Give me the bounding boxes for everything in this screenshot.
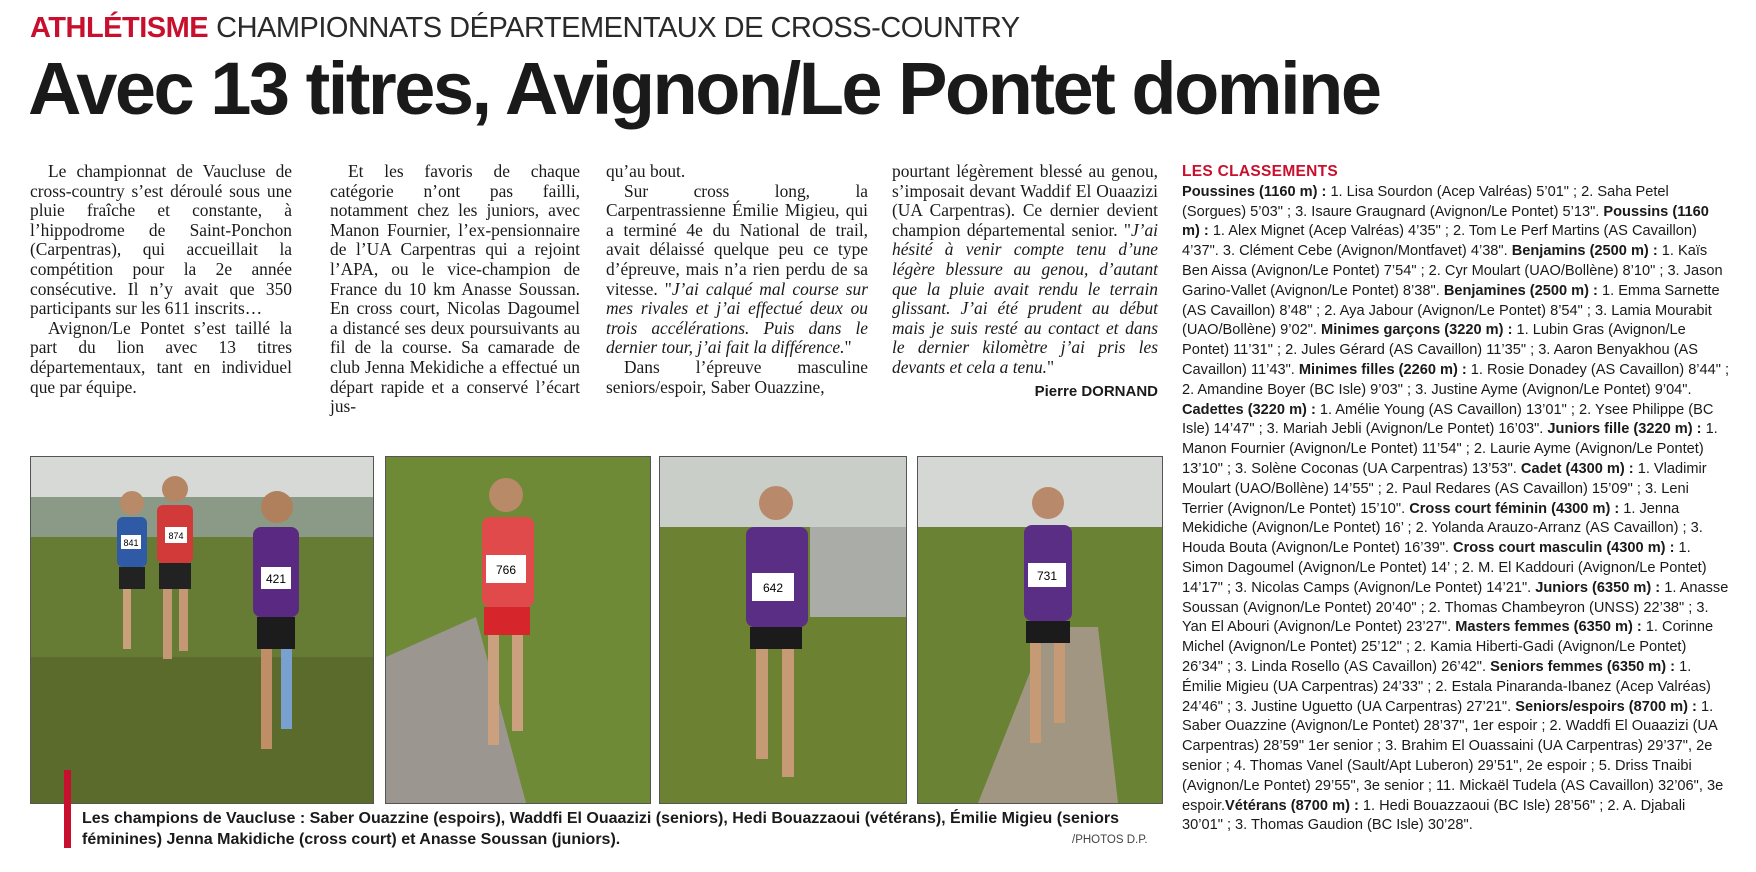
- result-text: 1. Kaïs Ben Aissa (Avignon/Le Pontet) 7’54" ; 2. Cyr Moulart (UAO/Bollène) 8’10" ; 3. Jason Garino-Vallet (Avignon/Le Pontet) 8’38".: [1182, 243, 1723, 299]
- article-column-3: [606, 162, 868, 397]
- result-category: Benjamines (2500 m) :: [1443, 282, 1598, 299]
- result-text: 1. Hedi Bouazzaoui (BC Isle) 28’56" ; 2. A. Djabali 30’01" ; 3. Thomas Gaudion (BC Isle) 30’28".: [1182, 797, 1686, 834]
- caption-accent-bar: [64, 770, 71, 848]
- result-text: 1. Émilie Migieu (UA Carpentras) 24’33" ; 2. Estala Pinaranda-Ibanez (Acep Valréas) 24’46" ; 3. Justine Uguetto (UA Carpentras) 27’21".: [1182, 658, 1711, 715]
- headline: Avec 13 titres, Avignon/Le Pontet domine: [28, 47, 1380, 130]
- photo-credit: /PHOTOS D.P.: [1072, 834, 1148, 846]
- bib-number: 731: [1036, 569, 1058, 583]
- result-text: 1. Corinne Michel (Avignon/Le Pontet) 25’12" ; 2. Kamia Hiberti-Gadi (Avignon/Le Pontet) 26’34" ; 3. Linda Rosello (AS Cavaillon) 26’42".: [1182, 619, 1714, 675]
- result-category: Juniors (6350 m) :: [1535, 579, 1661, 596]
- athlete-quote: J’ai hésité à venir compte tenu d’une légère blessure au genou, d’autant que la pluie avait rendu le terrain glissant. J’ai été prudent au début mais je suis resté au contact et dans le dernier kilomètre j’ai pris les devants et cela a tenu.: [892, 219, 1158, 377]
- results-sidebar: [1182, 162, 1730, 836]
- result-category: Cross court masculin (4300 m) :: [1453, 540, 1675, 557]
- kicker: [30, 12, 1020, 45]
- bib-number: 421: [265, 572, 287, 586]
- result-category: Juniors fille (3220 m) :: [1547, 421, 1702, 438]
- byline: Pierre DORNAND: [1034, 382, 1158, 400]
- result-category: Cadet (4300 m) :: [1520, 460, 1634, 477]
- kicker-subject: CHAMPIONNATS DÉPARTEMENTAUX DE CROSS-COUNTRY: [216, 12, 1020, 44]
- result-category: Minimes filles (2260 m) :: [1298, 361, 1467, 378]
- photo-anasse-soussan: [917, 456, 1163, 804]
- article-text: Sur cross long, la Carpentrassienne Émilie Migieu, qui a terminé 4e du National de trail, avait délaissé quelque peu ce type d’épreuve, mais n’a rien perdu de sa vitesse. ": [606, 180, 868, 299]
- article-column-4: [892, 162, 1158, 401]
- article-column-2: [330, 162, 580, 417]
- result-category: Seniors/espoirs (8700 m) :: [1515, 698, 1697, 715]
- photo-illustration: [660, 457, 906, 803]
- result-text: 1. Manon Fournier (Avignon/Le Pontet) 11’54" ; 2. Laurie Ayme (Avignon/Le Pontet) 13’10" ; 3. Solène Coconas (UA Carpentras) 13’53".: [1182, 421, 1718, 477]
- bib-number: 874: [168, 531, 184, 541]
- result-text: 1. Vladimir Moulart (UAO/Bollène) 14’55" ; 2. Paul Redares (AS Cavaillon) 15’09" ; 3. Leni Terrier (Avignon/Le Pontet) 15’10".: [1182, 460, 1707, 517]
- article-paragraph: qu’au bout.: [606, 161, 686, 181]
- photo-emilie-migieu: [385, 456, 651, 804]
- result-text: 1. Rosie Donadey (AS Cavaillon) 8’44" ; 2. Amandine Boyer (BC Isle) 9’03" ; 3. Justine Ayme (Avignon/Le Pontet) 9’04".: [1182, 361, 1730, 398]
- result-text: 1. Alex Mignet (Acep Valréas) 4’35" ; 2. Tom Le Perf Martins (AS Cavaillon) 4’37". 3. Clément Cebe (Avignon/Montfavet) 4’38".: [1182, 223, 1697, 260]
- result-text: 1. Lubin Gras (Avignon/Le Pontet) 11’31" ; 2. Jules Gérard (AS Cavaillon) 11’35" ; 3. Aaron Benyakhou (AS Cavaillon) 11’43".: [1182, 322, 1699, 378]
- result-text: 1. Amélie Young (AS Cavaillon) 13’01" ; 2. Ysee Philippe (BC Isle) 14’47" ; 3. Mariah Jebli (Avignon/Le Pontet) 16’03".: [1182, 401, 1714, 438]
- photo-illustration: [386, 457, 650, 803]
- photo-illustration: [918, 457, 1162, 803]
- photo-runners-group: [30, 456, 374, 804]
- bib-number: 841: [123, 538, 139, 548]
- bib-number: 642: [762, 581, 784, 595]
- section-rubric: ATHLÉTISME: [30, 12, 209, 44]
- result-text: 1. Emma Sarnette (AS Cavaillon) 8’48" ; 2. Aya Jabour (Avignon/Le Pontet) 8’54" ; 3. Lamia Mourabit (UAO/Bollène) 9’02".: [1182, 282, 1720, 339]
- result-category: Minimes garçons (3220 m) :: [1321, 322, 1513, 339]
- article-paragraph: [892, 162, 1158, 378]
- article-paragraph: Le championnat de Vaucluse de cross-country s’est déroulé sous une pluie fraîche et constante, à l’hippodrome de Saint-Ponchon (Carpentras), qui accueillait la compétition pour la 2e année consécutive. Il n’y avait que 350 participants sur les 611 inscrits…: [30, 161, 292, 319]
- results-list: [1182, 183, 1730, 836]
- bib-number: 766: [495, 563, 517, 577]
- article-paragraph: Avignon/Le Pontet s’est taillé la part du lion avec 13 titres départementaux, tant en individuel que par équipe.: [30, 317, 292, 397]
- result-category: Cross court féminin (4300 m) :: [1409, 500, 1620, 517]
- photo-illustration: [31, 457, 373, 803]
- result-category: Benjamins (2500 m) :: [1511, 243, 1658, 260]
- quote-close: ": [1047, 356, 1055, 377]
- result-category: Masters femmes (6350 m) :: [1455, 619, 1642, 636]
- results-header: LES CLASSEMENTS: [1182, 163, 1339, 180]
- article-text: pourtant légèrement blessé au genou, s’imposait devant Waddif El Ouaazizi (UA Carpentras). Ce dernier devient champion départemental senior. ": [892, 161, 1158, 240]
- article-paragraph: [606, 182, 868, 358]
- result-text: 1. Lisa Sourdon (Acep Valréas) 5’01" ; 2. Saha Petel (Sorgues) 5’03" ; 3. Isaure Graugnard (Avignon/Le Pontet) 5’13".: [1182, 183, 1669, 220]
- result-category: Vétérans (8700 m) :: [1225, 797, 1359, 814]
- result-text: 1. Anasse Soussan (Avignon/Le Pontet) 20’40" ; 2. Thomas Chambeyron (UNSS) 22’38" ; 3. Yan El Abouri (Avignon/Le Pontet) 23’27".: [1182, 579, 1729, 636]
- result-category: Poussins (1160 m) :: [1182, 203, 1709, 240]
- athlete-quote: J’ai calqué mal course sur mes rivales et j’ai effectué deux ou trois accélérations. Puis dans le dernier tour, j’ai fait la différence.: [606, 278, 868, 358]
- result-category: Seniors femmes (6350 m) :: [1490, 658, 1676, 675]
- quote-close: ": [844, 337, 852, 358]
- result-category: Cadettes (3220 m) :: [1182, 401, 1316, 418]
- article-column-1: [30, 162, 292, 397]
- photo-jenna-mekidiche: [659, 456, 907, 804]
- result-text: 1. Saber Ouazzine (Avignon/Le Pontet) 28’37", 1er espoir ; 2. Waddfi El Ouaazizi (UA Carpentras) 28’59" 1er senior ; 3. Brahim El Ouassaini (UA Carpentras) 29’37", 2e senior ; 4. Thomas Vanel (Sault/Apt Luberon) 29’51", 2e espoir ; 5. Driss Tnaibi (Avignon/Le Pontet) 29’55", 3e senior ; 11. Mickaël Tudela (AS Cavaillon) 32’06", 3e espoir.: [1182, 698, 1724, 814]
- result-category: Poussines (1160 m) :: [1182, 183, 1327, 200]
- article-paragraph: Et les favoris de chaque catégorie n’ont pas failli, notamment chez les juniors, avec Manon Fournier, l’ex-pensionnaire de l’UA Carpentras qui a rejoint l’APA, ou le vice-champion de France du 10 km Anasse Soussan. En cross court, Nicolas Dagoumel a distancé ses deux poursuivants au fil de la course. Sa camarade de club Jenna Mekidiche a effectué un départ rapide et a conservé l’écart jus-: [330, 161, 580, 417]
- result-text: 1. Jenna Mekidiche (Avignon/Le Pontet) 16’ ; 2. Yolanda Arauzo-Arranz (AS Cavaillon) ; 3. Houda Bouta (Avignon/Le Pontet) 16’39".: [1182, 500, 1703, 557]
- result-text: 1. Simon Dagoumel (Avignon/Le Pontet) 14’ ; 2. M. El Kaddouri (Avignon/Le Pontet) 14’17" ; 3. Nicolas Camps (Avignon/Le Pontet) 14’21".: [1182, 540, 1707, 596]
- photo-caption: Les champions de Vaucluse : Saber Ouazzine (espoirs), Waddfi El Ouaazizi (seniors), Hedi Bouazzaoui (vétérans), Émilie Migieu (seniors féminines) Jenna Makidiche (cross court) et Anasse Soussan (juniors).: [82, 810, 1119, 848]
- article-paragraph: Dans l’épreuve masculine seniors/espoir, Saber Ouazzine,: [606, 356, 868, 397]
